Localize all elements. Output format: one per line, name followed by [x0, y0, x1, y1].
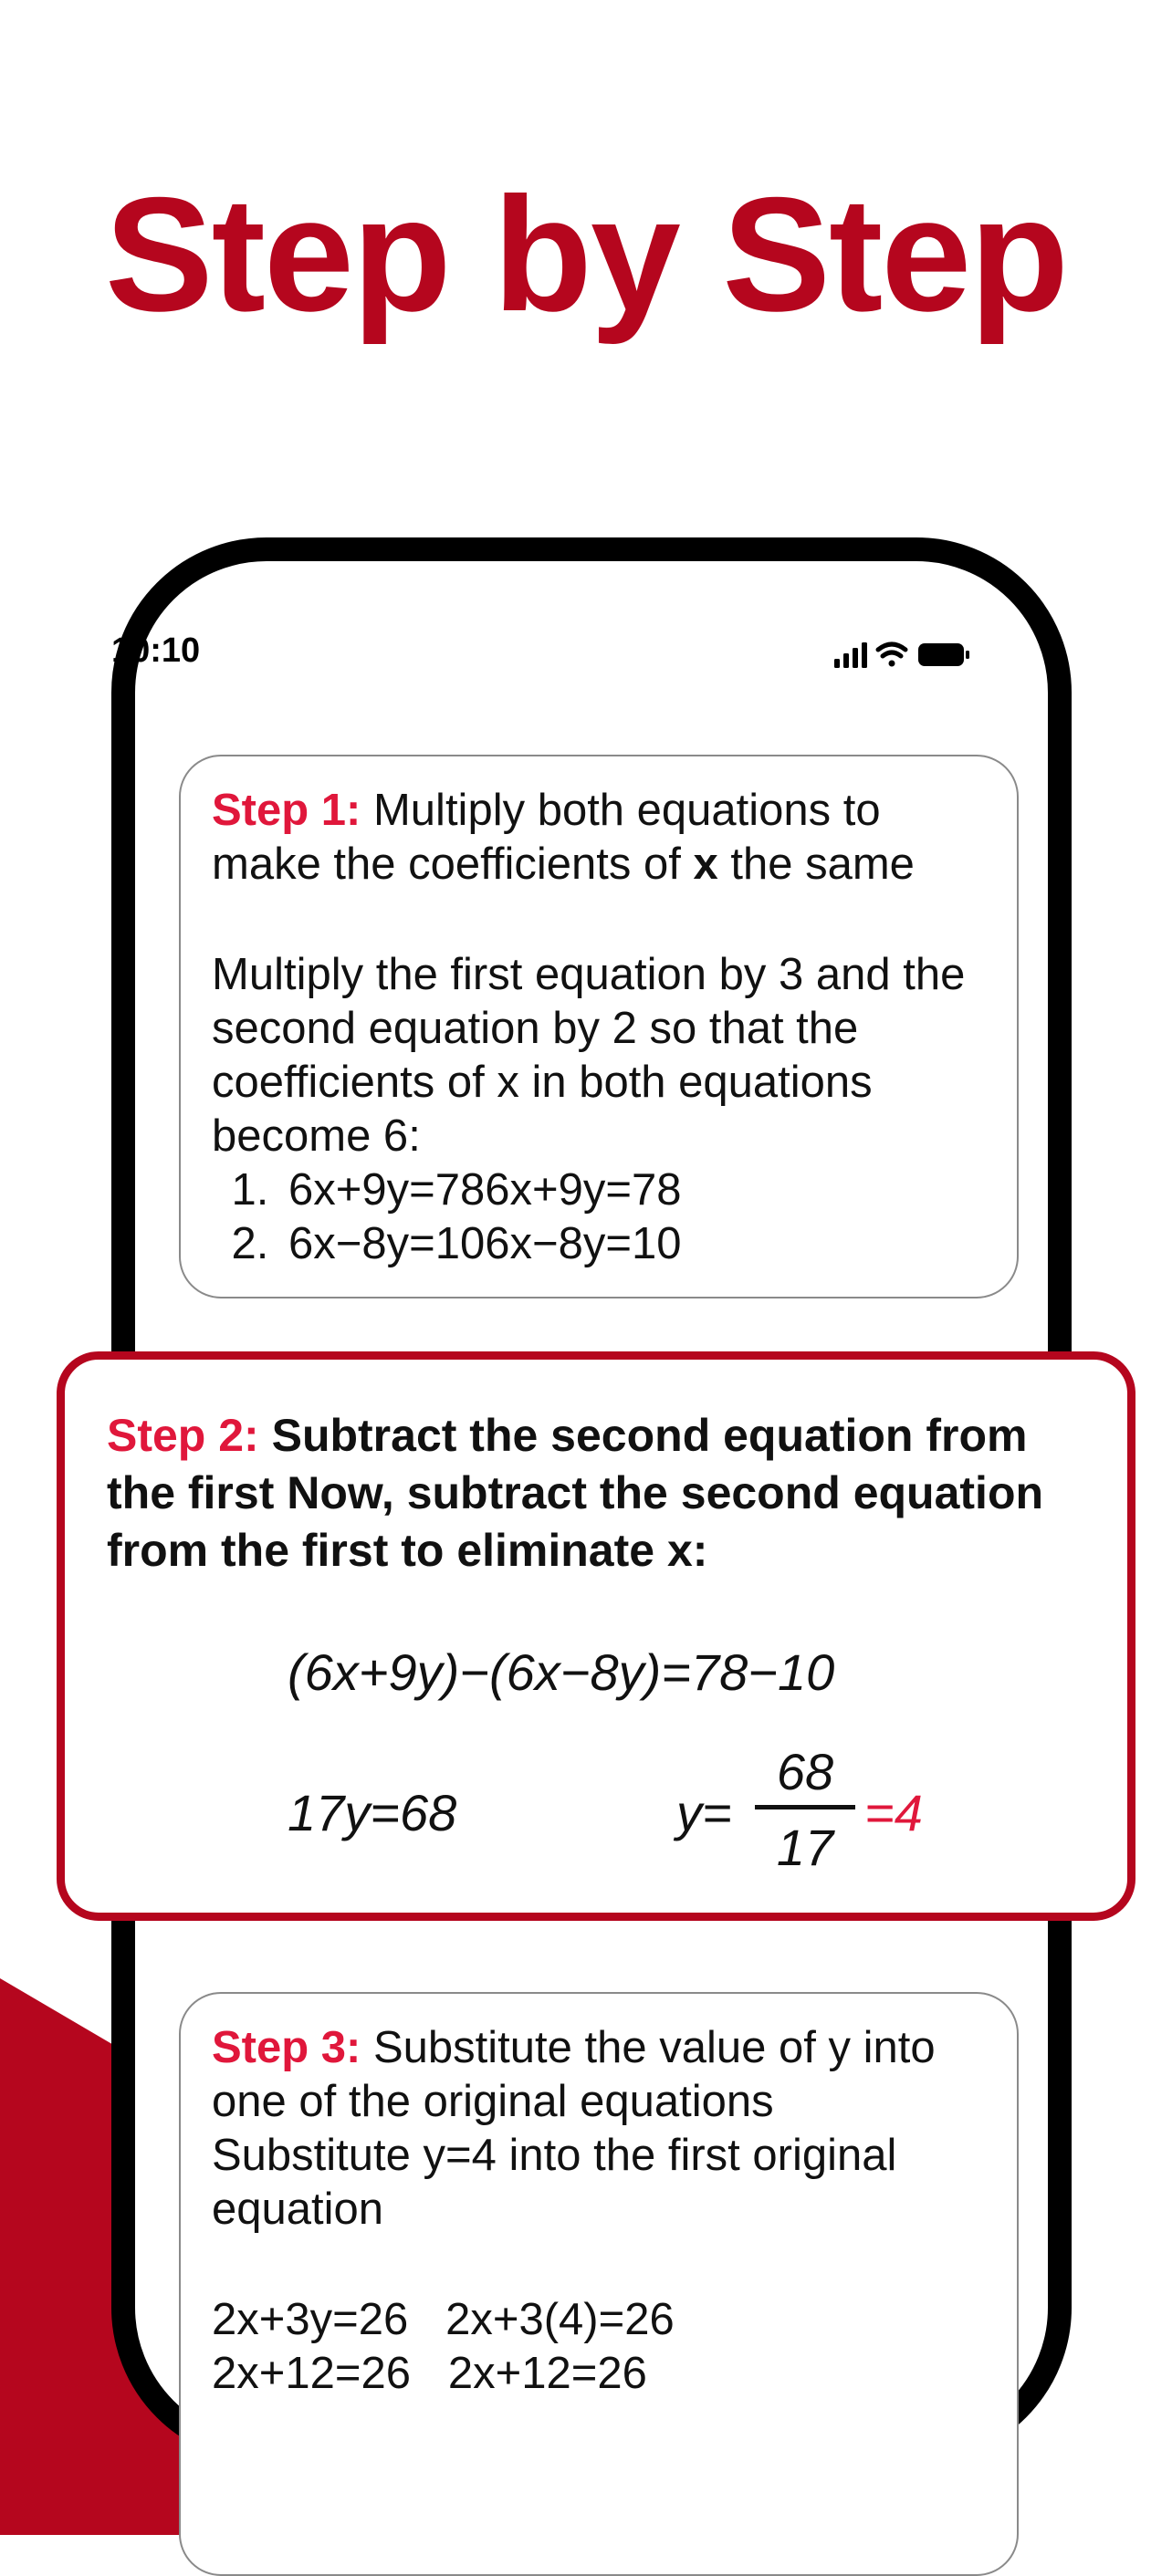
step-1-equation-2: 2. 6x−8y=106x−8y=10	[281, 1217, 984, 1271]
fraction-bar	[755, 1805, 855, 1809]
step-2-heading-text: Subtract the second equation from the first Now, subtract the second equation from the first to eliminate x:	[107, 1410, 1044, 1576]
step-3-card	[179, 1992, 1019, 2576]
step-1-heading	[212, 784, 984, 892]
step-2-heading	[107, 1407, 1094, 1580]
step-2-card	[57, 1351, 1135, 1921]
step-2-result: =4	[864, 1784, 923, 1841]
step-1-heading-end: the same	[717, 840, 915, 889]
step-3-heading	[212, 2021, 984, 2237]
wifi-icon	[878, 644, 905, 667]
step-3-equation-row-2: 2x+12=26 2x+12=26	[212, 2349, 647, 2398]
step-2-y-prefix: y=	[676, 1784, 732, 1841]
headline: Step by Step	[104, 163, 1068, 345]
status-time: 10:10	[111, 631, 201, 670]
step-1-body: Multiply the first equation by 3 and the second equation by 2 so that the coefficients of x in both equations become 6:	[212, 950, 966, 1161]
step-2-simplified: 17y=68	[288, 1784, 457, 1841]
step-1-heading-variable: x	[693, 840, 718, 889]
battery-icon	[918, 643, 969, 666]
step-3-label: Step 3:	[212, 2023, 361, 2072]
step-2-fraction	[755, 1743, 855, 1877]
step-1-heading-text: Multiply both equations to make the coefficients of	[212, 786, 881, 889]
status-icons	[831, 639, 977, 670]
step-1-card	[179, 755, 1019, 1298]
step-1-equation-list	[212, 1163, 984, 1271]
fraction-numerator: 68	[776, 1743, 834, 1800]
step-2-label: Step 2:	[107, 1410, 259, 1461]
fraction-denominator: 17	[776, 1819, 834, 1876]
step-3-heading-text: Substitute the value of y into one of the original equations Substitute y=4 into the first original equation	[212, 2023, 936, 2234]
signal-icon	[834, 642, 867, 668]
step-1-label: Step 1:	[212, 786, 361, 835]
step-3-equation-row-1: 2x+3y=26 2x+3(4)=26	[212, 2295, 675, 2344]
step-1-equation-1: 1. 6x+9y=786x+9y=78	[281, 1163, 984, 1217]
step-2-equation: (6x+9y)−(6x−8y)=78−10	[288, 1643, 835, 1701]
